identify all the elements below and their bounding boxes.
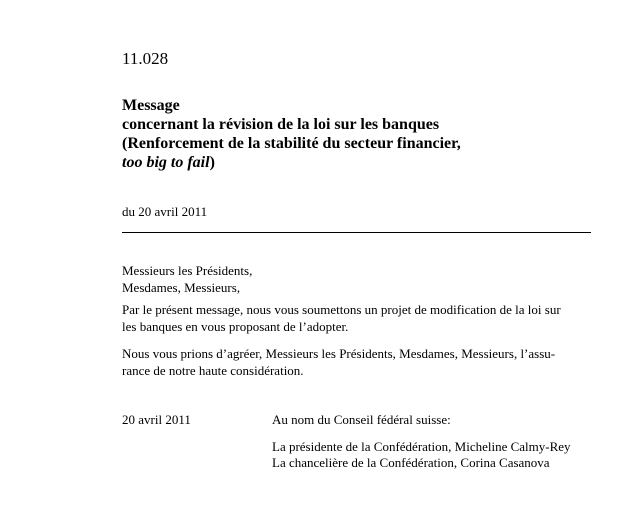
salutation-line-2: Mesdames, Messieurs, xyxy=(122,279,241,295)
document-number: 11.028 xyxy=(122,49,169,68)
signature-on-behalf: Au nom du Conseil fédéral suisse: xyxy=(272,412,451,427)
title-italic-phrase: too big to fail xyxy=(122,154,210,171)
title-closing-paren: ) xyxy=(209,154,215,171)
signature-president: La présidente de la Confédération, Micheline Calmy-Rey xyxy=(272,438,571,454)
signature-block xyxy=(272,412,571,472)
signature-date: 20 avril 2011 xyxy=(122,412,191,427)
paragraph-closing-line-1: Nous vous prions d’agréer, Messieurs les Présidents, Mesdames, Messieurs, l’assu- xyxy=(122,346,556,361)
paragraph-proposal-line-2: les banques en vous proposant de l’adopter. xyxy=(122,318,349,334)
salutation xyxy=(122,263,590,296)
paragraph-closing xyxy=(122,346,590,379)
title-line-4 xyxy=(122,153,461,172)
horizontal-rule xyxy=(122,232,591,233)
title-line-message: Message xyxy=(122,97,180,114)
salutation-line-1: Messieurs les Présidents, xyxy=(122,263,253,278)
paragraph-closing-line-2: rance de notre haute considération. xyxy=(122,362,304,378)
signature-chancellor: La chancelière de la Confédération, Corina Casanova xyxy=(272,455,550,470)
paragraph-proposal-line-1: Par le présent message, nous vous soumettons un projet de modification de la loi sur xyxy=(122,302,561,317)
document-date: du 20 avril 2011 xyxy=(122,204,208,219)
document-title xyxy=(122,96,461,172)
title-line-subject: concernant la révision de la loi sur les banques xyxy=(122,116,440,133)
paragraph-proposal xyxy=(122,302,590,335)
title-line-subtitle: (Renforcement de la stabilité du secteur financier, xyxy=(122,135,461,152)
